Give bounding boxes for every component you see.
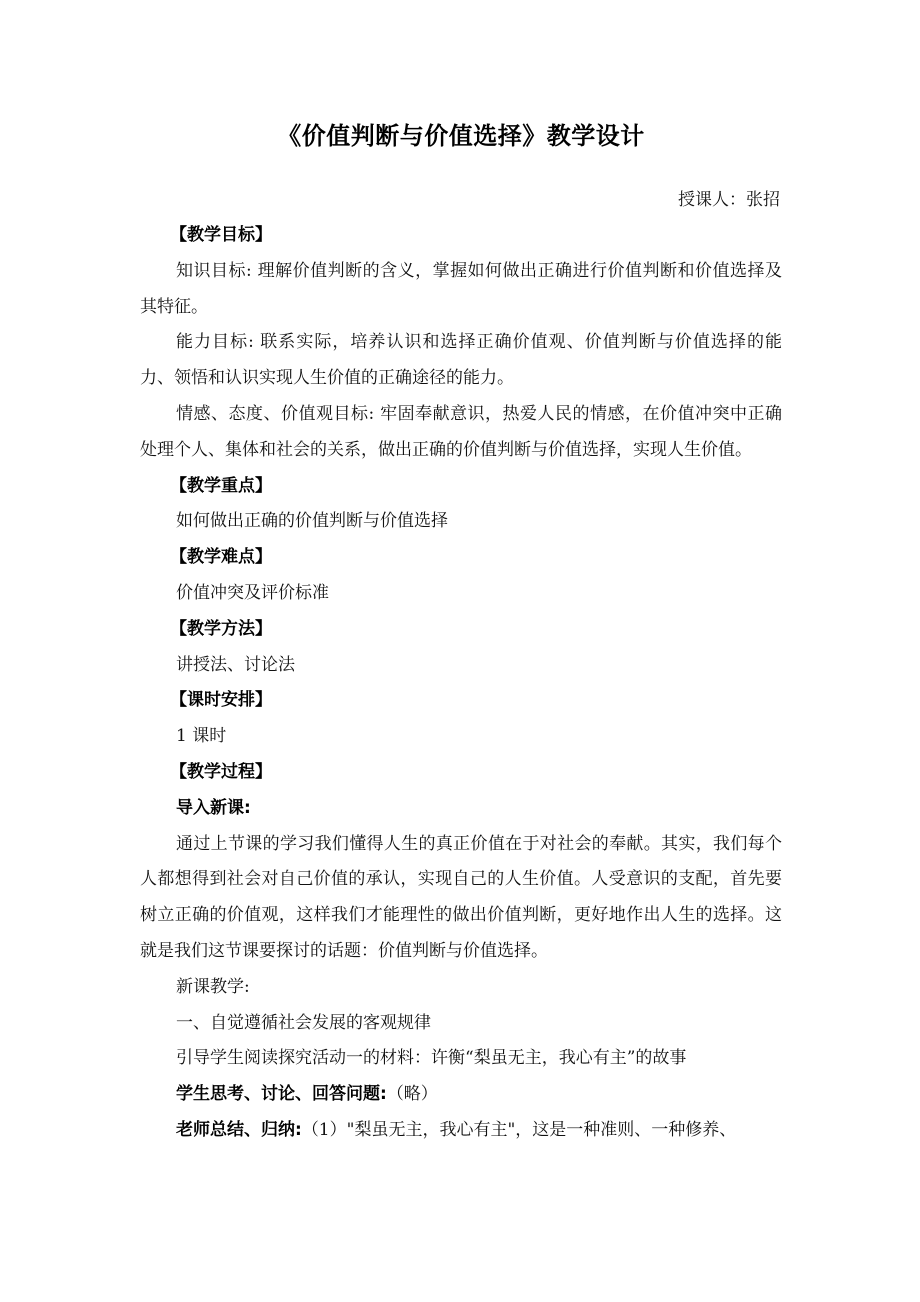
- section-heading-key-points: 【教学重点】: [170, 475, 272, 496]
- author-line: 授课人：张招: [678, 190, 780, 210]
- section-heading-methods: 【教学方法】: [170, 618, 272, 639]
- guide-text: 引导学生阅读探究活动一的材料：许衡“梨虽无主，我心有主”的故事: [176, 1048, 687, 1069]
- schedule-content: 1 课时: [176, 726, 227, 747]
- section-heading-process: 【教学过程】: [170, 761, 272, 782]
- emotion-objective: 情感、态度、价值观目标: 牢固奉献意识，热爱人民的情感，在价值冲突中正确处理个人、集体和社会的关系，做出正确的价值判断与价值选择，实现人生价值。: [140, 403, 782, 460]
- key-points-content: 如何做出正确的价值判断与价值选择: [176, 511, 448, 532]
- document-title: 《价值判断与价值选择》教学设计: [277, 122, 645, 150]
- section-heading-difficulties: 【教学难点】: [170, 547, 272, 568]
- teacher-text: （1）"梨虽无主，我心有主"，这是一种准则、一种修养、: [301, 1119, 737, 1140]
- intro-heading: 导入新课:: [176, 797, 251, 818]
- part1-title: 一、自觉遵循社会发展的客观规律: [176, 1012, 431, 1033]
- student-label: 学生思考、讨论、回答问题:: [176, 1084, 387, 1105]
- section-heading-schedule: 【课时安排】: [170, 690, 272, 711]
- ability-objective: 能力目标: 联系实际，培养认识和选择正确价值观、价值判断与价值选择的能力、领悟和认识实现人生价值的正确途径的能力。: [140, 332, 782, 389]
- methods-content: 讲授法、讨论法: [176, 654, 295, 675]
- teacher-summary: [140, 1113, 782, 1149]
- knowledge-objective: 知识目标: 理解价值判断的含义，掌握如何做出正确进行价值判断和价值选择及其特征。: [140, 260, 782, 317]
- student-discussion: [140, 1077, 782, 1113]
- section-heading-objectives: 【教学目标】: [170, 225, 272, 245]
- intro-text: 通过上节课的学习我们懂得人生的真正价值在于对社会的奉献。其实，我们每个人都想得到社会对自己价值的承认，实现自己的人生价值。人受意识的支配，首先要树立正确的价值观，这样我们才能理性的做出价值判断，更好地作出人生的选择。这就是我们这节课要探讨的话题：价值判断与价值选择。: [140, 833, 782, 961]
- teacher-label: 老师总结、归纳:: [176, 1119, 302, 1140]
- document-body: [140, 218, 782, 1149]
- difficulties-content: 价值冲突及评价标准: [176, 582, 329, 603]
- student-text: （略）: [386, 1084, 438, 1105]
- new-lesson-label: 新课教学:: [176, 976, 250, 997]
